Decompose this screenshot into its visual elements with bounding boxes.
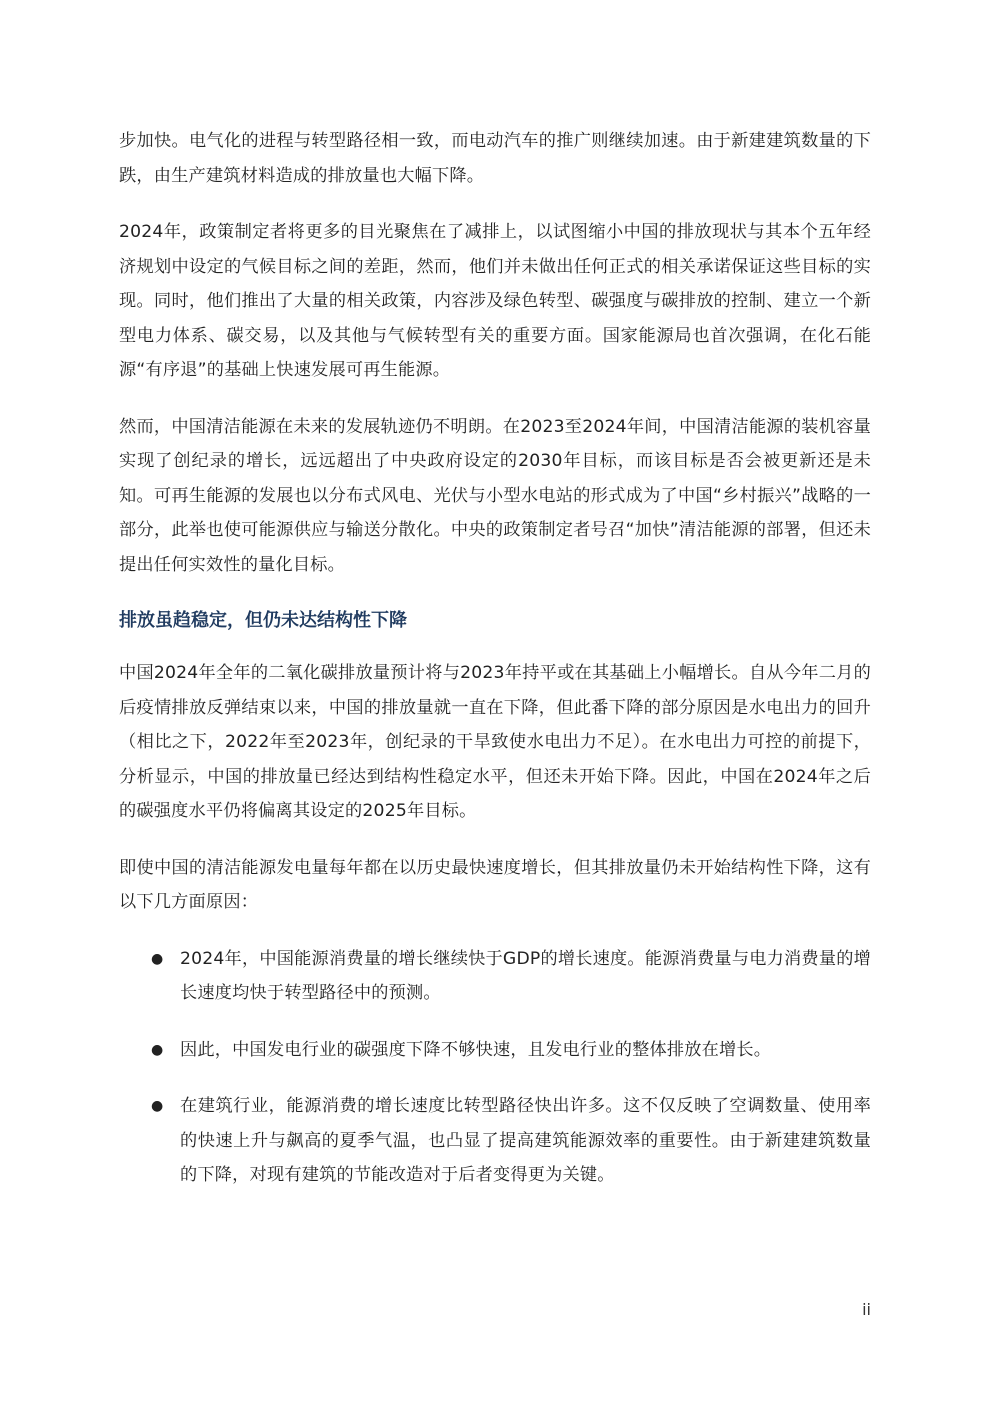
- body-paragraph: 中国2024年全年的二氧化碳排放量预计将与2023年持平或在其基础上小幅增长。自从今年二月的后疫情排放反弹结束以来，中国的排放量就一直在下降，但此番下降的部分原因是水电出力的回升（相比之下，2022年至2023年，创纪录的干旱致使水电出力不足）。在水电出力可控的前提下，分析显示，中国的排放量已经达到结构性稳定水平，但还未开始下降。因此，中国在2024年之后的碳强度水平仍将偏离其设定的2025年目标。: [119, 663, 871, 821]
- page-number: ii: [862, 1300, 871, 1319]
- bullet-item: [119, 1089, 871, 1193]
- bullet-icon: ●: [151, 950, 164, 967]
- bullet-icon: ●: [151, 1098, 164, 1114]
- bullet-text: 因此，中国发电行业的碳强度下降不够快速，且发电行业的整体排放在增长。: [180, 1039, 772, 1060]
- body-paragraph: 然而，中国清洁能源在未来的发展轨迹仍不明朗。在2023至2024年间，中国清洁能源的装机容量实现了创纪录的增长，远远超出了中央政府设定的2030年目标，而该目标是否会被更新还是未知。可再生能源的发展也以分布式风电、光伏与小型水电站的形式成为了中国“乡村振兴”战略的一部分，此举也使可能源供应与输送分散化。中央的政策制定者号召“加快”清洁能源的部署，但还未提出任何实效性的量化目标。: [119, 416, 871, 575]
- bullet-item: [119, 1033, 871, 1068]
- bullet-text: 在建筑行业，能源消费的增长速度比转型路径快出许多。这不仅反映了空调数量、使用率的快速上升与飙高的夏季气温，也凸显了提高建筑能源效率的重要性。由于新建建筑数量的下降，对现有建筑的节能改造对于后者变得更为关键。: [180, 1096, 871, 1185]
- bullet-text: 2024年，中国能源消费量的增长继续快于GDP的增长速度。能源消费量与电力消费量的增长速度均快于转型路径中的预测。: [180, 948, 871, 1003]
- bullet-icon: ●: [151, 1041, 164, 1058]
- section-heading: 排放虽趋稳定，但仍未达结构性下降: [119, 610, 407, 631]
- bullet-list: [119, 942, 871, 1193]
- body-paragraph: 2024年，政策制定者将更多的目光聚焦在了减排上，以试图缩小中国的排放现状与其本个五年经济规划中设定的气候目标之间的差距，然而，他们并未做出任何正式的相关承诺保证这些目标的实现。同时，他们推出了大量的相关政策，内容涉及绿色转型、碳强度与碳排放的控制、建立一个新型电力体系、碳交易，以及其他与气候转型有关的重要方面。国家能源局也首次强调，在化石能源“有序退”的基础上快速发展可再生能源。: [119, 222, 871, 380]
- body-paragraph: 即使中国的清洁能源发电量每年都在以历史最快速度增长，但其排放量仍未开始结构性下降，这有以下几方面原因：: [119, 857, 871, 912]
- document-page: [119, 124, 871, 1215]
- body-paragraph: 步加快。电气化的进程与转型路径相一致，而电动汽车的推广则继续加速。由于新建建筑数量的下跌，由生产建筑材料造成的排放量也大幅下降。: [119, 131, 871, 186]
- bullet-item: [119, 942, 871, 1011]
